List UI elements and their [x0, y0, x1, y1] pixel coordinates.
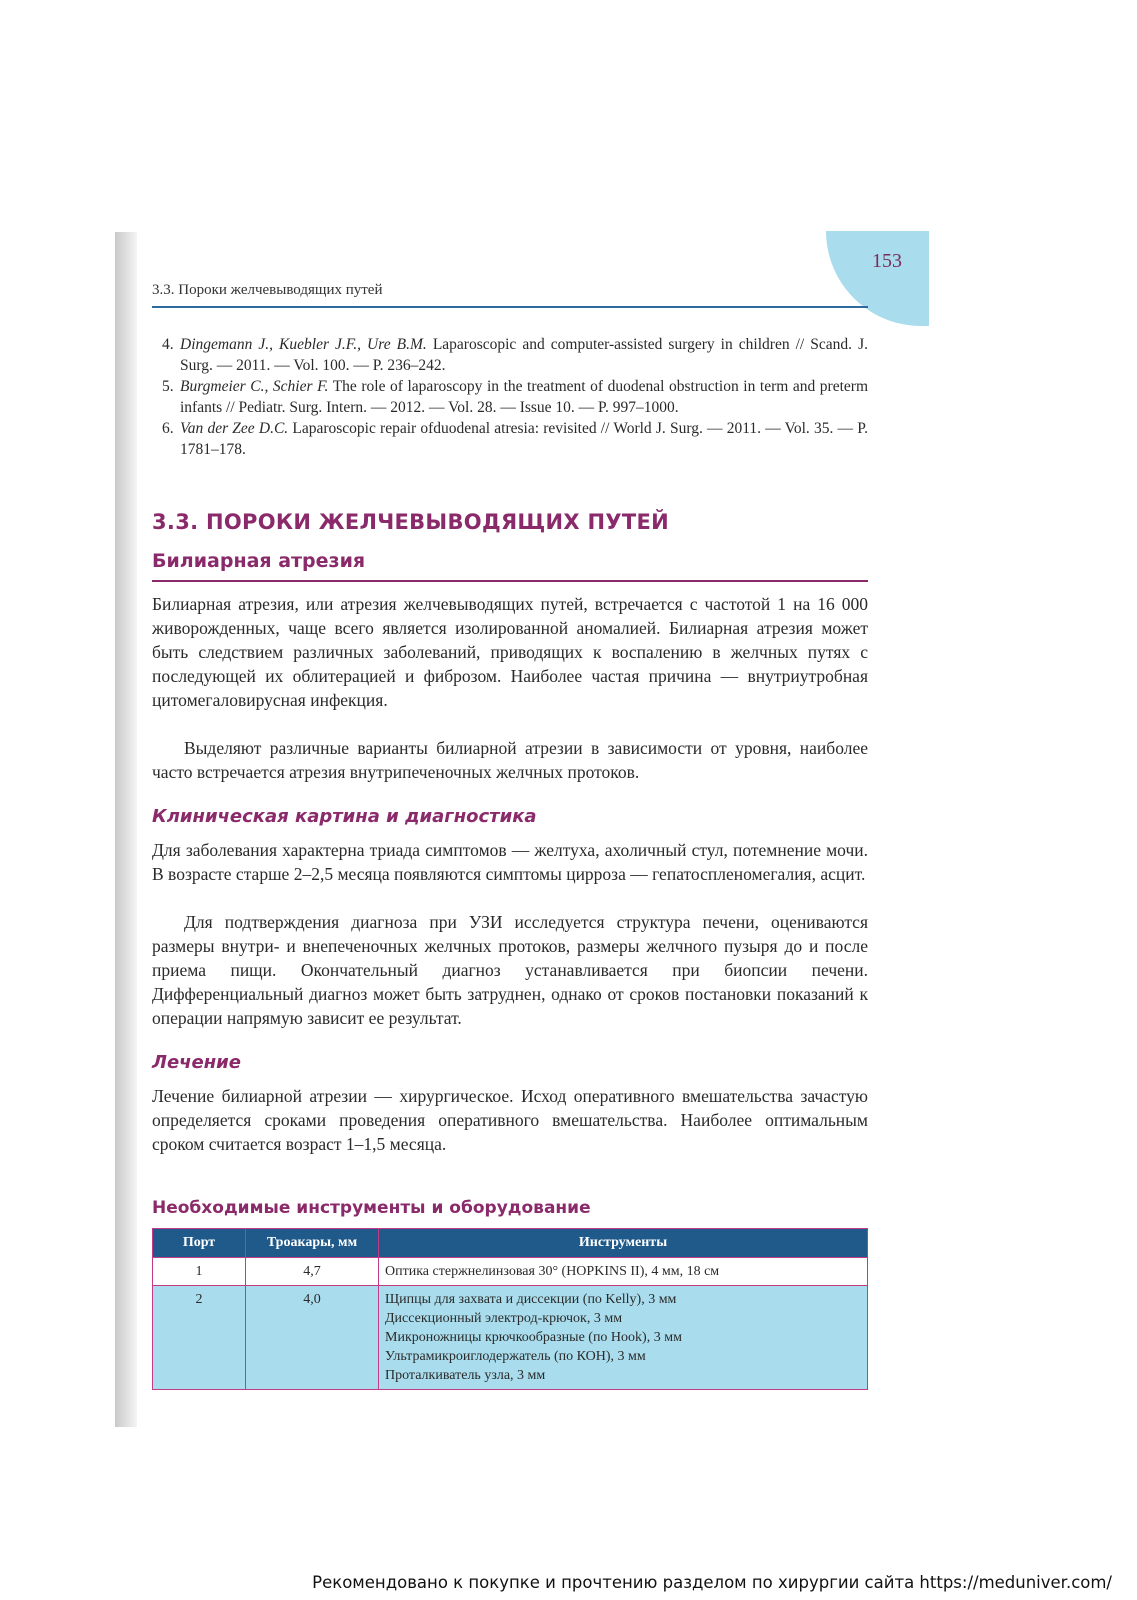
- treatment-heading: Лечение: [152, 1052, 241, 1073]
- intro-paragraph-1: Билиарная атрезия, или атрезия желчевыводящих путей, встречается с частотой 1 на 16 000 живорожденных, чаще всего является изолированной аномалией. Билиарная атрезия может быть следствием различных заболеваний, приводящих к воспалению в желчных путях с последующей их облитерацией и фиброзом. Наиболее частая причина — внутриутробная цитомегаловирусная инфекция.: [152, 594, 868, 710]
- clinical-heading: Клиническая картина и диагностика: [152, 806, 537, 827]
- reference-list: [152, 334, 868, 460]
- subtitle-rule: [152, 580, 868, 582]
- cell-tools: [379, 1286, 868, 1390]
- tool-item: Ультрамикроиглодержатель (по КОН), 3 мм: [385, 1349, 646, 1364]
- cell-trocar: 4,0: [246, 1286, 379, 1390]
- table-row: [153, 1286, 868, 1390]
- equipment-table: [152, 1228, 868, 1390]
- table-header-row: [153, 1229, 868, 1258]
- tool-item: Щипцы для захвата и диссекции (по Kelly), 3 мм: [385, 1292, 677, 1307]
- table-row: [153, 1258, 868, 1286]
- tool-item: Проталкиватель узла, 3 мм: [385, 1368, 546, 1383]
- cell-port: 2: [153, 1286, 246, 1390]
- header-rule: [152, 306, 868, 308]
- cell-tools: [379, 1258, 868, 1286]
- running-header: 3.3. Пороки желчевыводящих путей: [152, 282, 383, 298]
- page-number-tab: [826, 231, 929, 326]
- reference-item: 4. Dingemann J., Kuebler J.F., Ure B.M. Laparoscopic and computer-assisted surgery in children // Scand. J. Surg. — 2011. — Vol. 100. — P. 236–242.: [162, 336, 868, 374]
- reference-authors: Burgmeier C., Schier F.: [180, 378, 329, 395]
- reference-item: 6. Van der Zee D.C. Laparoscopic repair ofduodenal atresia: revisited // World J. Surg. — 2011. — Vol. 35. — P. 1781–178.: [162, 420, 868, 458]
- tool-item: Микроножницы крючкообразные (по Hook), 3 мм: [385, 1330, 682, 1345]
- reference-text: The role of laparoscopy in the treatment of duodenal obstruction in term and preterm infants // Pediatr. Surg. Intern. — 2012. — Vol. 28. — Issue 10. — P. 997–1000.: [180, 378, 869, 416]
- equipment-heading: Необходимые инструменты и оборудование: [152, 1198, 591, 1218]
- column-header-port: Порт: [153, 1229, 246, 1258]
- clinical-paragraph-2: Для подтверждения диагноза при УЗИ исследуется структура печени, оцениваются размеры внутри- и внепеченочных желчных протоков, размеры желчного пузыря до и после приема пищи. Окончательный диагноз устанавливается при биопсии печени. Дифференциальный диагноз может быть затруднен, однако от сроков постановки показаний к операции напрямую зависит ее результат.: [152, 912, 868, 1028]
- cell-trocar: 4,7: [246, 1258, 379, 1286]
- treatment-paragraph: Лечение билиарной атрезии — хирургическое. Исход оперативного вмешательства зачастую определяется сроками проведения оперативного вмешательства. Наиболее оптимальным сроком считается возраст 1–1,5 месяца.: [152, 1086, 868, 1154]
- column-header-tools: Инструменты: [379, 1229, 868, 1258]
- section-title: 3.3. ПОРОКИ ЖЕЛЧЕВЫВОДЯЩИХ ПУТЕЙ: [152, 510, 670, 534]
- reference-authors: Van der Zee D.C.: [180, 420, 289, 437]
- page-number: 153: [872, 250, 902, 272]
- column-header-trocar: Троакары, мм: [246, 1229, 379, 1258]
- intro-paragraph-2: Выделяют различные варианты билиарной атрезии в зависимости от уровня, наиболее часто встречается атрезия внутрипеченочных желчных протоков.: [152, 738, 868, 782]
- footer-recommendation: Рекомендовано к покупке и прочтению разделом по хирургии сайта https://meduniver.com/: [312, 1573, 1112, 1592]
- page-binding-shadow: [115, 232, 137, 1427]
- reference-text: Laparoscopic and computer-assisted surgery in children // Scand. J. Surg. — 2011. — Vol. 100. — P. 236–242.: [180, 336, 868, 374]
- reference-text: Laparoscopic repair ofduodenal atresia: revisited // World J. Surg. — 2011. — Vol. 35. — P. 1781–178.: [180, 420, 868, 458]
- cell-port: 1: [153, 1258, 246, 1286]
- tool-item: Диссекционный электрод-крючок, 3 мм: [385, 1311, 623, 1326]
- reference-item: 5. Burgmeier C., Schier F. The role of laparoscopy in the treatment of duodenal obstruction in term and preterm infants // Pediatr. Surg. Intern. — 2012. — Vol. 28. — Issue 10. — P. 997–1000.: [162, 378, 869, 416]
- tool-item: Оптика стержнелинзовая 30° (HOPKINS II), 4 мм, 18 см: [385, 1264, 720, 1279]
- reference-authors: Dingemann J., Kuebler J.F., Ure B.M.: [180, 336, 427, 353]
- section-subtitle: Билиарная атрезия: [152, 550, 366, 572]
- clinical-paragraph-1: Для заболевания характерна триада симптомов — желтуха, ахоличный стул, потемнение мочи. В возрасте старше 2–2,5 месяца появляются симптомы цирроза — гепатоспленомегалия, асцит.: [152, 840, 868, 884]
